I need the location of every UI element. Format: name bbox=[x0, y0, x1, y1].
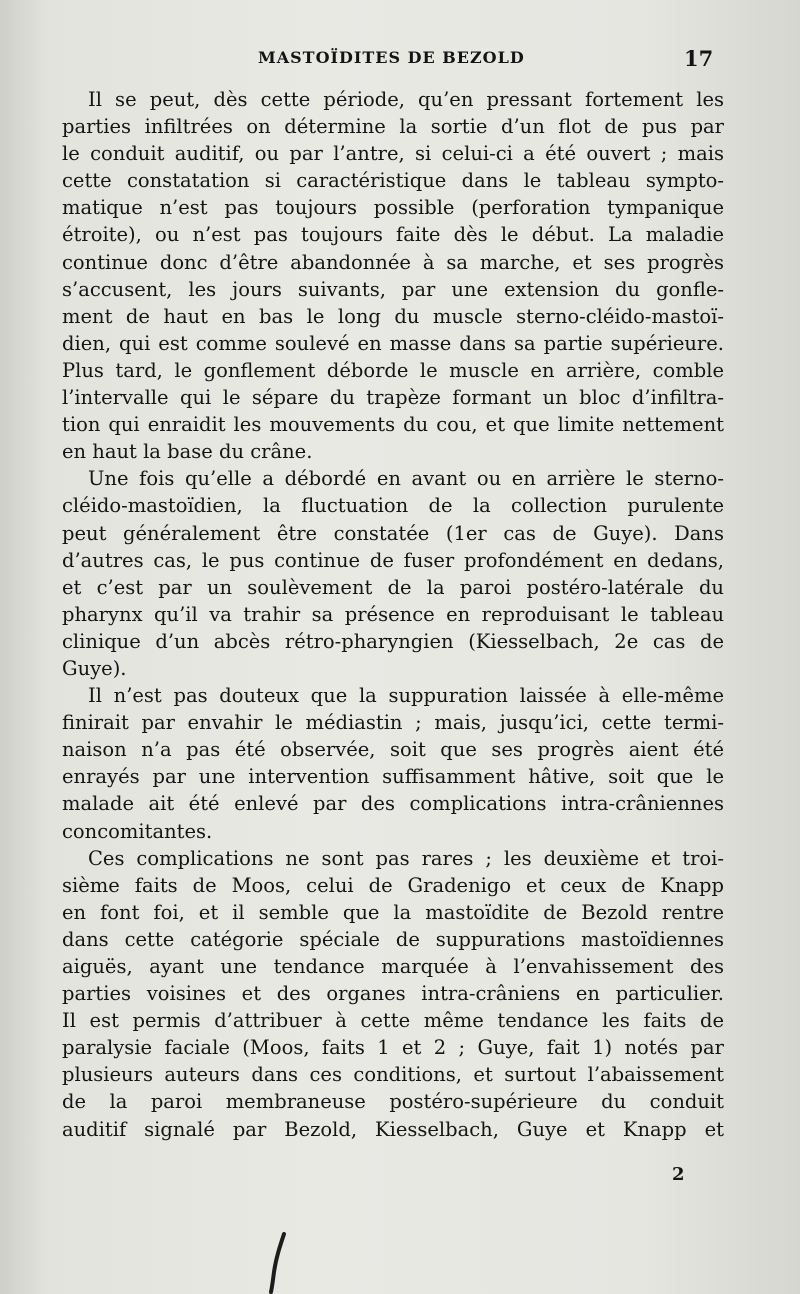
text-line: ment de haut en bas le long du muscle sterno-cléido-mastoï- bbox=[62, 304, 724, 328]
text-line: sième faits de Moos, celui de Gradenigo et ceux de Knapp bbox=[62, 873, 724, 897]
text-line: aiguës, ayant une tendance marquée à l’envahissement des bbox=[62, 955, 724, 978]
text-line: l’intervalle qui le sépare du trapèze formant un bloc d’infiltra- bbox=[62, 386, 724, 410]
text-line: pharynx qu’il va trahir sa présence en reproduisant le tableau bbox=[62, 602, 724, 626]
text-line: Ces complications ne sont pas rares ; les deuxième et troi- bbox=[88, 846, 724, 870]
text-line: Il est permis d’attribuer à cette même tendance les faits de bbox=[62, 1009, 724, 1033]
text-line: parties infiltrées on détermine la sortie d’un flot de pus par bbox=[62, 115, 724, 139]
running-header bbox=[0, 48, 800, 72]
text-line: concomitantes. bbox=[62, 819, 213, 843]
text-line: s’accusent, les jours suivants, par une extension du gonfle- bbox=[62, 277, 724, 301]
text-line: de la paroi membraneuse postéro-supérieure du conduit bbox=[62, 1090, 724, 1114]
text-line: Une fois qu’elle a débordé en avant ou en arrière le sterno- bbox=[88, 467, 724, 491]
text-line: clinique d’un abcès rétro-pharyngien (Kiesselbach, 2e cas de bbox=[62, 629, 724, 653]
text-line: matique n’est pas toujours possible (perforation tympanique bbox=[62, 196, 724, 220]
text-line: Il se peut, dès cette période, qu’en pressant fortement les bbox=[88, 88, 724, 111]
text-line: tion qui enraidit les mouvements du cou, et que limite nettement bbox=[62, 413, 724, 437]
signature-mark: 2 bbox=[672, 1164, 685, 1185]
text-line: le conduit auditif, ou par l’antre, si celui-ci a été ouvert ; mais bbox=[62, 142, 724, 166]
text-line: enrayés par une intervention suffisamment hâtive, soit que le bbox=[62, 765, 724, 789]
text-line: Il n’est pas douteux que la suppuration laissée à elle-même bbox=[88, 684, 724, 708]
pen-stroke-mark bbox=[264, 1232, 294, 1294]
text-line: en font foi, et il semble que la mastoïdite de Bezold rentre bbox=[62, 900, 724, 924]
text-line: dans cette catégorie spéciale de suppurations mastoïdiennes bbox=[62, 927, 724, 951]
body-text bbox=[62, 86, 724, 1143]
text-line: auditif signalé par Bezold, Kiesselbach, Guye et Knapp et bbox=[62, 1117, 724, 1141]
text-line: continue donc d’être abandonnée à sa marche, et ses progrès bbox=[62, 250, 724, 274]
text-line: parties voisines et des organes intra-crâniens en particulier. bbox=[62, 982, 724, 1006]
text-line: naison n’a pas été observée, soit que ses progrès aient été bbox=[62, 738, 724, 762]
text-line: d’autres cas, le pus continue de fuser profondément en dedans, bbox=[62, 548, 724, 572]
text-line: cette constatation si caractéristique dans le tableau sympto- bbox=[62, 169, 724, 193]
text-line: Plus tard, le gonflement déborde le muscle en arrière, comble bbox=[62, 358, 724, 382]
text-line: paralysie faciale (Moos, faits 1 et 2 ; Guye, fait 1) notés par bbox=[62, 1036, 724, 1060]
text-line: en haut la base du crâne. bbox=[62, 440, 313, 464]
text-line: finirait par envahir le médiastin ; mais, jusqu’ici, cette termi- bbox=[62, 711, 724, 735]
page-number: 17 bbox=[684, 46, 714, 71]
running-title: MASTOÏDITES DE BEZOLD bbox=[258, 48, 525, 67]
text-line: et c’est par un soulèvement de la paroi postéro-latérale du bbox=[62, 575, 724, 599]
text-line: cléido-mastoïdien, la fluctuation de la collection purulente bbox=[62, 494, 724, 518]
text-line: malade ait été enlevé par des complications intra-crâniennes bbox=[62, 792, 724, 816]
text-line: étroite), ou n’est pas toujours faite dès le début. La maladie bbox=[62, 223, 724, 247]
text-line: plusieurs auteurs dans ces conditions, et surtout l’abaissement bbox=[62, 1063, 724, 1087]
text-line: dien, qui est comme soulevé en masse dans sa partie supérieure. bbox=[62, 331, 724, 355]
text-line: peut généralement être constatée (1er cas de Guye). Dans bbox=[62, 521, 724, 545]
text-line: Guye). bbox=[62, 656, 127, 680]
